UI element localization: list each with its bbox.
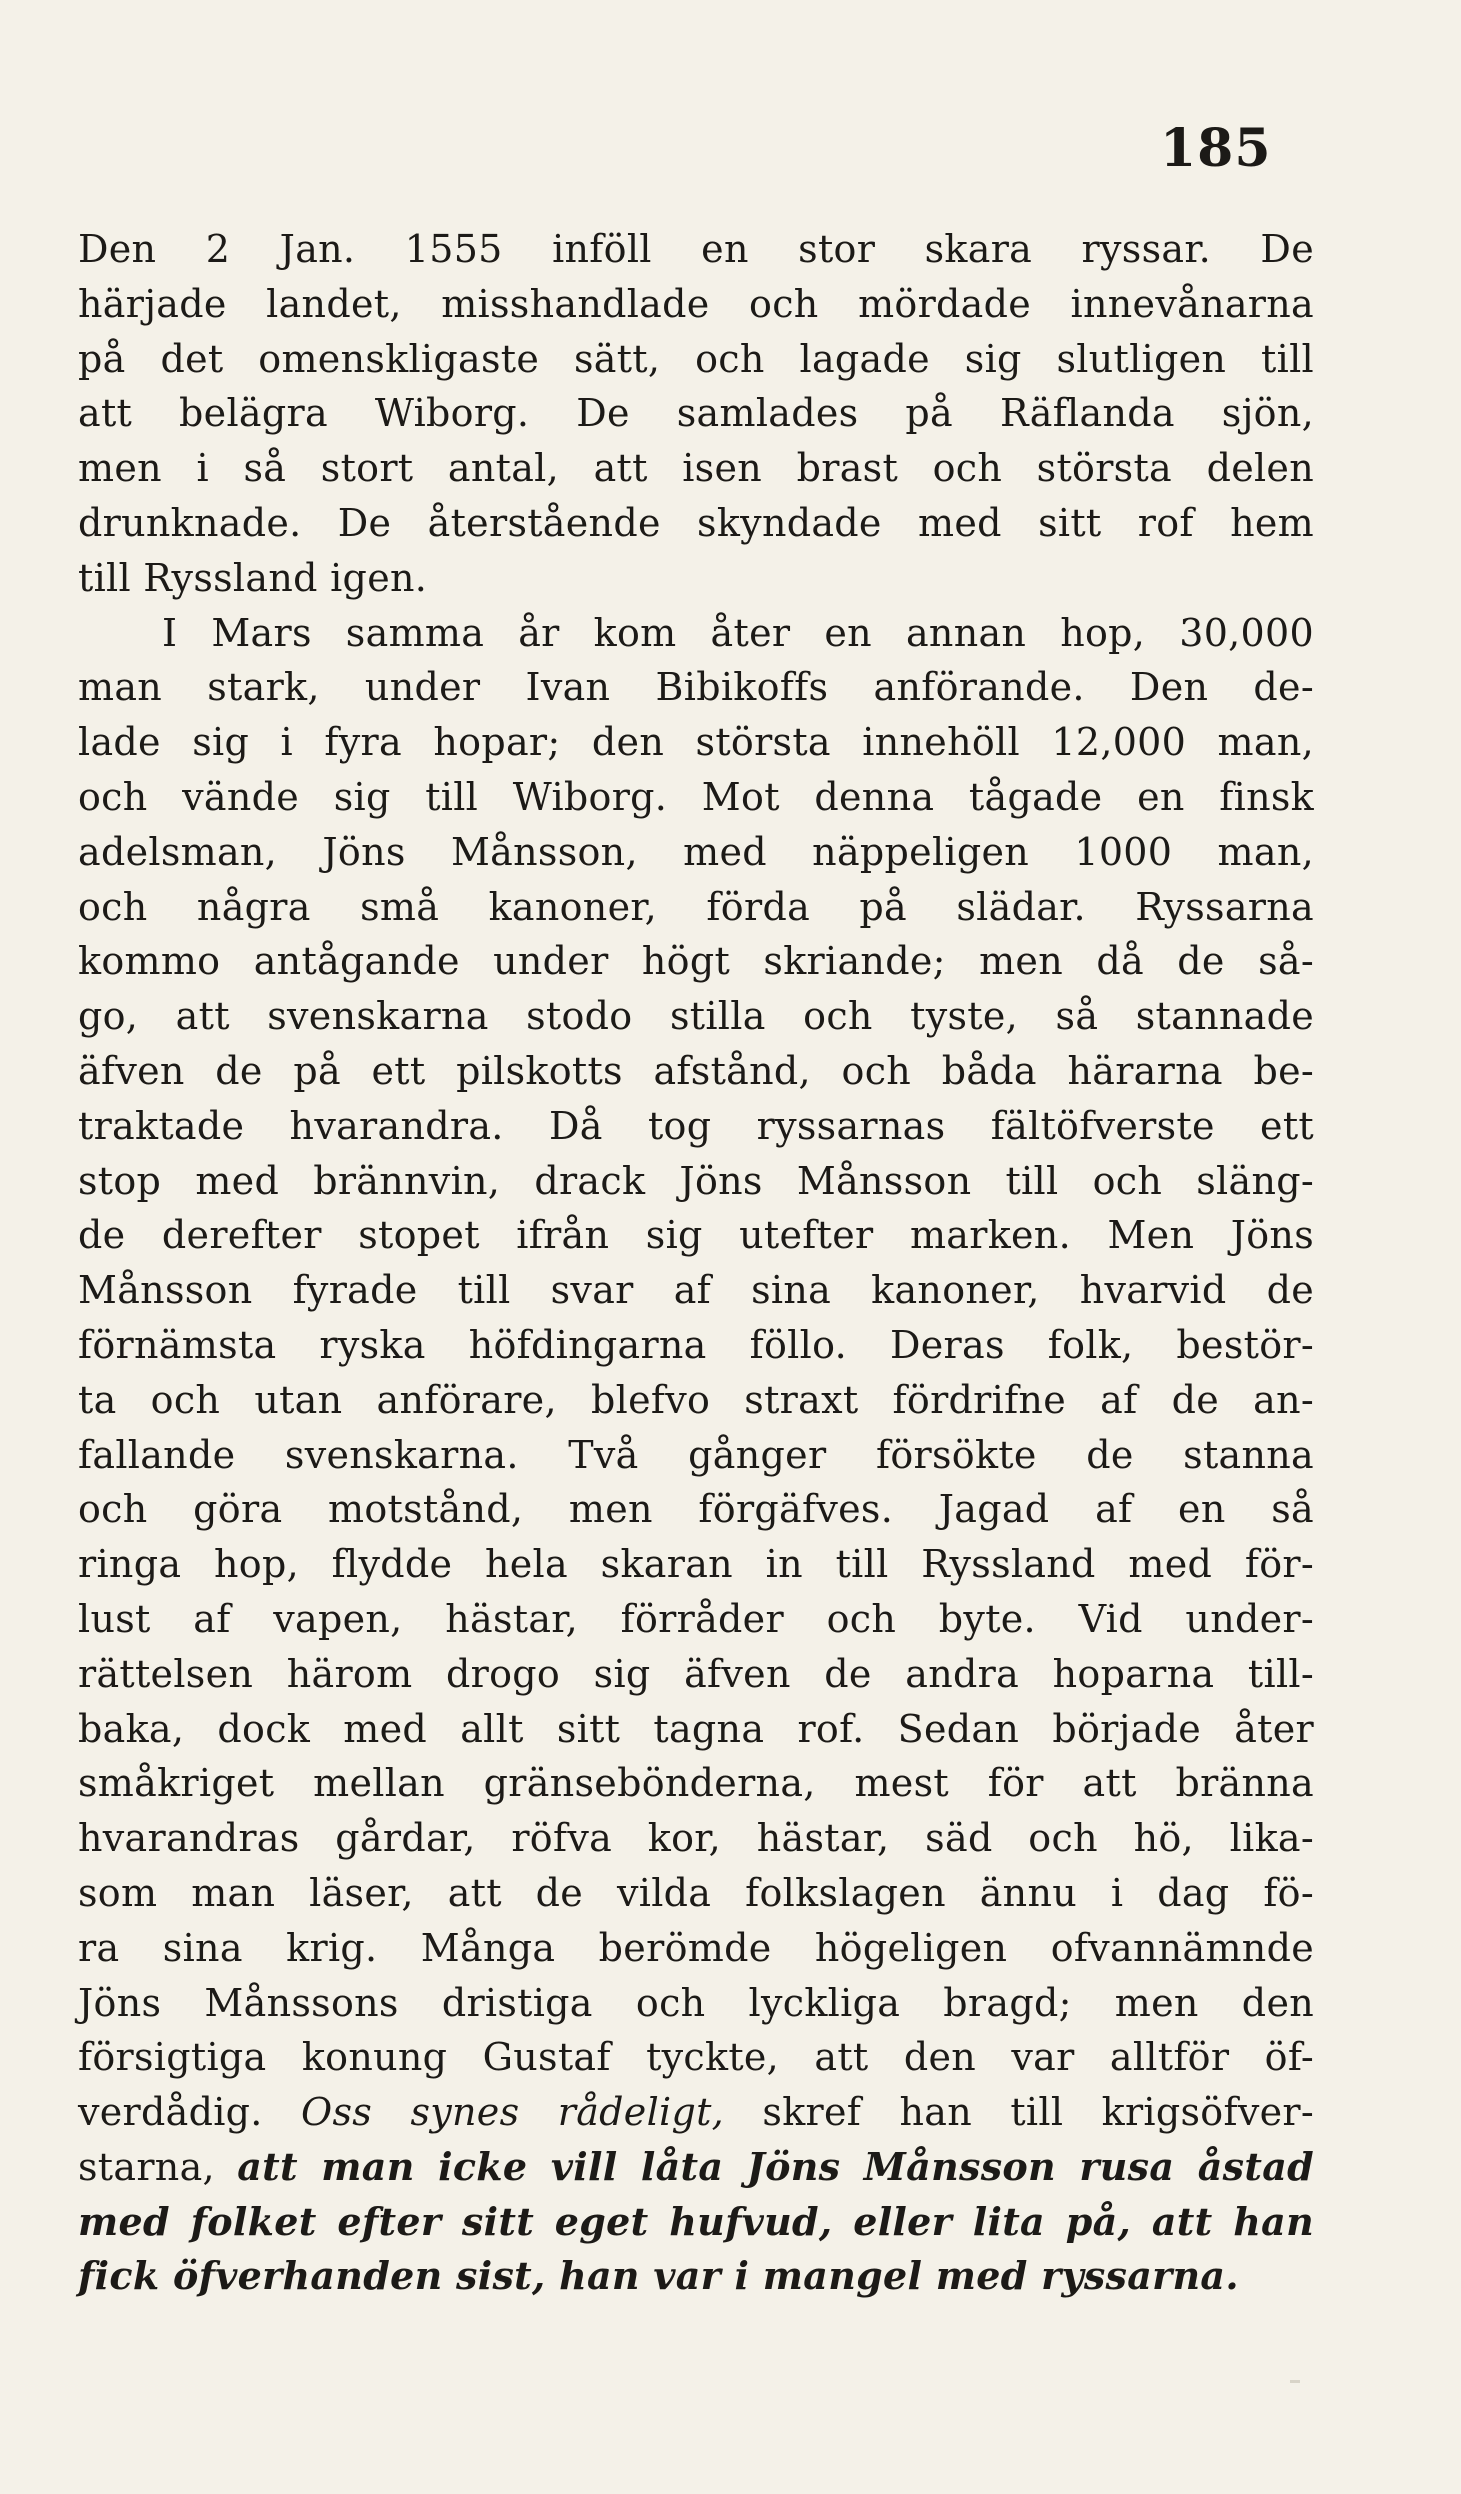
text-line-mixed: [78, 2085, 1314, 2140]
text-line: och göra motstånd, men förgäfves. Jagad af en så: [78, 1487, 1314, 1532]
text-line: att belägra Wiborg. De samlades på Räflanda sjön,: [78, 391, 1314, 436]
italic-quote-line: fick öfverhanden sist, han var i mangel med ryssarna.: [78, 2253, 1239, 2299]
text-line: och några små kanoner, förda på slädar. Ryssarna: [78, 884, 1314, 929]
text-run: verdådig.: [78, 2090, 263, 2135]
text-line: fallande svenskarna. Två gånger försökte de stanna: [78, 1432, 1314, 1477]
text-run: skref han till krigsöfver-: [724, 2090, 1314, 2135]
text-line: småkriget mellan gränsebönderna, mest för att bränna: [78, 1761, 1314, 1806]
page-number: 185: [1160, 118, 1272, 179]
text-line: Den 2 Jan. 1555 inföll en stor skara ryssar. De: [78, 227, 1314, 271]
text-run: starna,: [78, 2144, 238, 2189]
text-line: härjade landet, misshandlade och mördade innevånarna: [78, 281, 1314, 326]
text-line: Månsson fyrade till svar af sina kanoner, hvarvid de: [78, 1268, 1314, 1313]
paper-speck: [1290, 2380, 1300, 2383]
text-line: ra sina krig. Många berömde högeligen ofvannämnde: [78, 1925, 1314, 1970]
text-line: drunknade. De återstående skyndade med sitt rof hem: [78, 500, 1314, 545]
text-line: man stark, under Ivan Bibikoffs anförande. Den de-: [78, 665, 1314, 710]
text-line: kommo antågande under högt skriande; men då de så-: [78, 939, 1314, 984]
text-line: traktade hvarandra. Då tog ryssarnas fältöfverste ett: [78, 1103, 1314, 1148]
italic-quote-run: Oss synes rådeligt,: [301, 2090, 725, 2135]
text-line: lade sig i fyra hopar; den största innehöll 12,000 man,: [78, 720, 1314, 765]
text-line: försigtiga konung Gustaf tyckte, att den var alltför öf-: [78, 2035, 1314, 2080]
text-line: ta och utan anförare, blefvo straxt fördrifne af de an-: [78, 1377, 1314, 1422]
text-line: I Mars samma år kom åter en annan hop, 30,000: [162, 610, 1314, 655]
text-line: till Ryssland igen.: [78, 555, 428, 600]
text-line: och vände sig till Wiborg. Mot denna tågade en finsk: [78, 774, 1314, 819]
body-text: [78, 222, 1314, 2304]
text-line: stop med brännvin, drack Jöns Månsson till och släng-: [78, 1158, 1314, 1203]
text-line: de derefter stopet ifrån sig utefter marken. Men Jöns: [78, 1213, 1314, 1258]
text-line: hvarandras gårdar, röfva kor, hästar, säd och hö, lika-: [78, 1816, 1314, 1861]
text-line: baka, dock med allt sitt tagna rof. Sedan började åter: [78, 1706, 1314, 1751]
text-line-mixed: [78, 2140, 1314, 2195]
text-line: på det omenskligaste sätt, och lagade sig slutligen till: [78, 336, 1314, 381]
text-line: ringa hop, flydde hela skaran in till Ryssland med för-: [78, 1542, 1314, 1587]
text-line: äfven de på ett pilskotts afstånd, och båda härarna be-: [78, 1048, 1314, 1093]
text-line: adelsman, Jöns Månsson, med näppeligen 1000 man,: [78, 829, 1314, 874]
italic-quote-line: med folket efter sitt eget hufvud, eller lita på, att han: [78, 2198, 1314, 2244]
text-line: som man läser, att de vilda folkslagen ännu i dag fö-: [78, 1870, 1314, 1915]
italic-quote-run: att man icke vill låta Jöns Månsson rusa åstad: [237, 2143, 1315, 2189]
text-line: Jöns Månssons dristiga och lyckliga bragd; men den: [78, 1980, 1314, 2025]
text-line: go, att svenskarna stodo stilla och tyste, så stannade: [78, 994, 1314, 1039]
text-line: men i så stort antal, att isen brast och största delen: [78, 446, 1314, 491]
text-line: rättelsen härom drogo sig äfven de andra hoparna till-: [78, 1651, 1314, 1696]
text-line: förnämsta ryska höfdingarna föllo. Deras folk, bestör-: [78, 1322, 1314, 1367]
text-line: lust af vapen, hästar, förråder och byte. Vid under-: [78, 1596, 1314, 1641]
